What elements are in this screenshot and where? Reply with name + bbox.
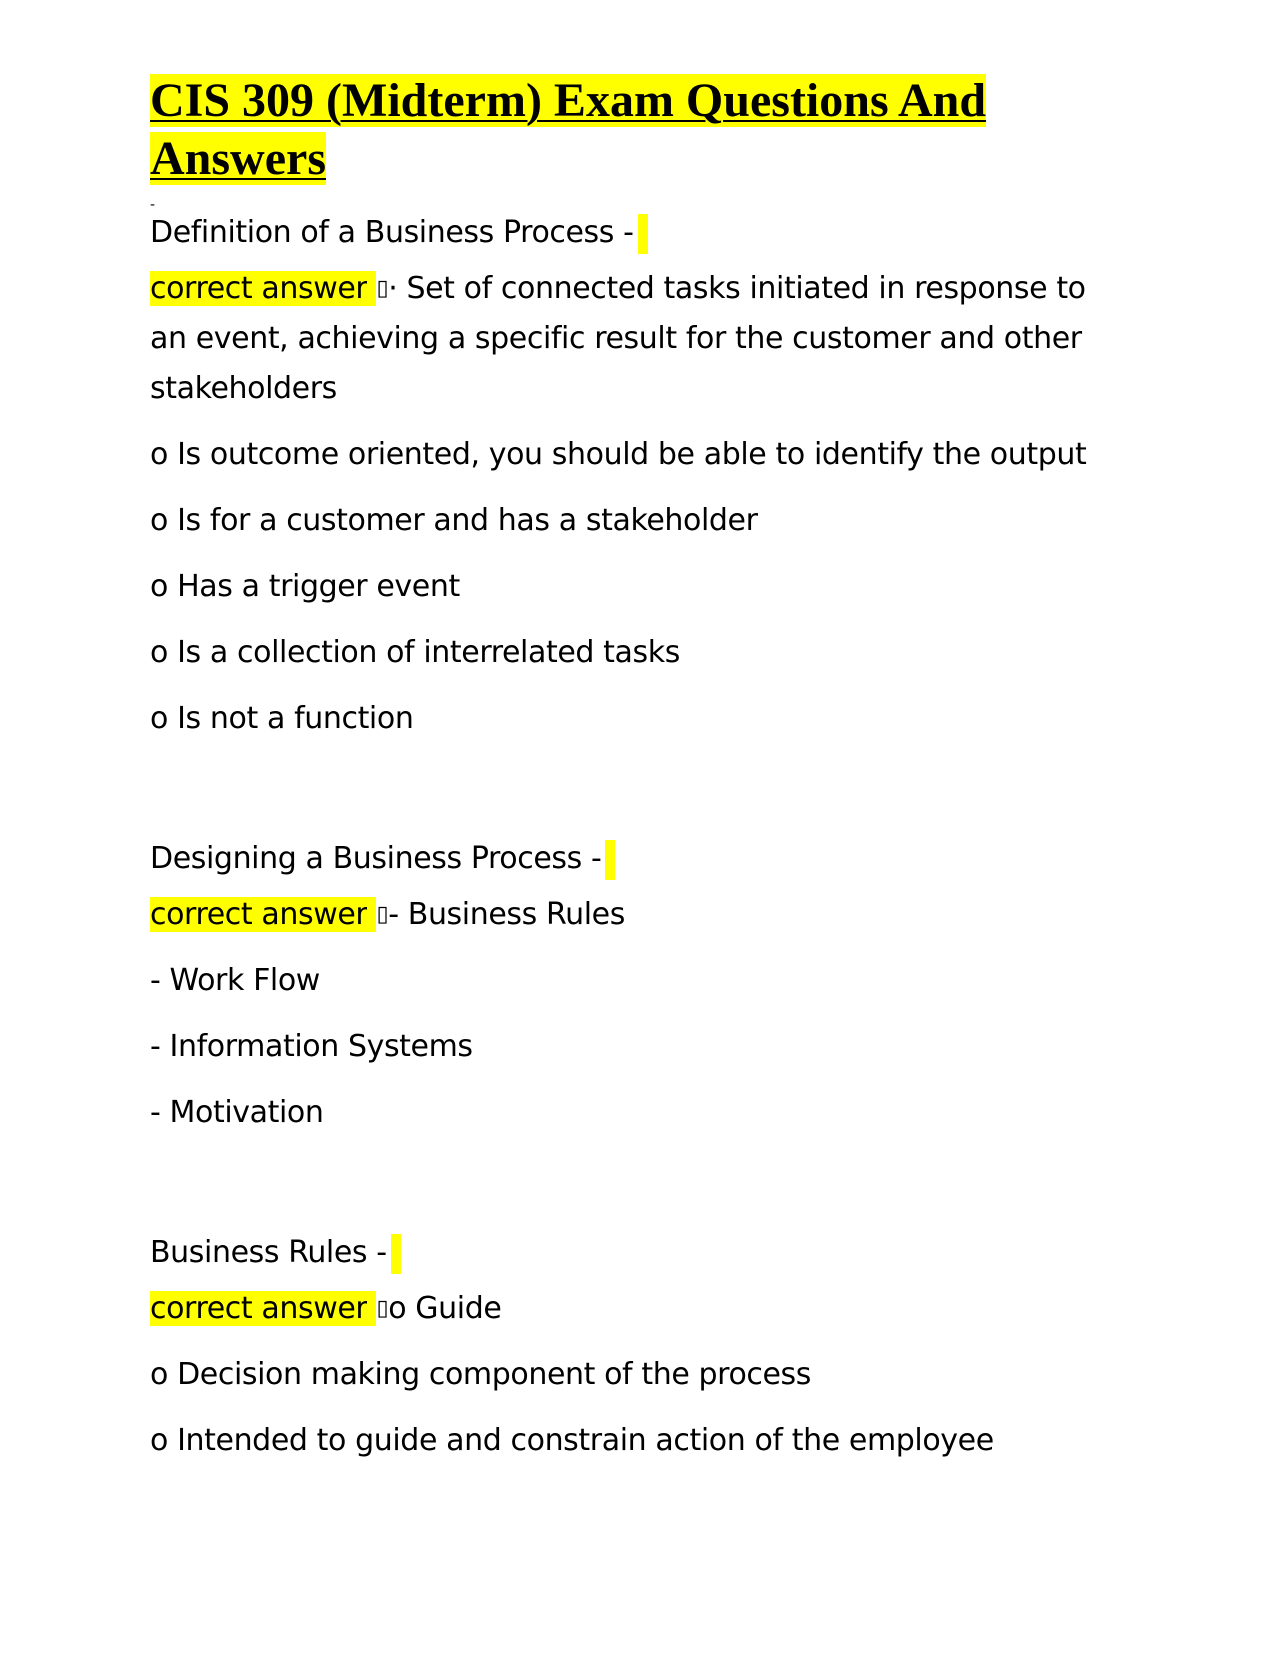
answer-1-point: o Is a collection of interrelated tasks bbox=[150, 635, 680, 670]
document-body bbox=[150, 212, 1130, 1466]
missing-glyph-icon: ▯ bbox=[376, 1296, 389, 1321]
answer-2-label: correct answer bbox=[150, 897, 368, 932]
qa-section-1 bbox=[150, 212, 1130, 744]
highlight-marker bbox=[605, 840, 615, 880]
answer-2-point: - Motivation bbox=[150, 1095, 324, 1130]
question-2 bbox=[150, 838, 1130, 880]
separator-dash: - bbox=[150, 197, 156, 213]
answer-3-text: o Guide bbox=[388, 1291, 502, 1326]
question-3-text: Business Rules - bbox=[150, 1235, 387, 1270]
question-1 bbox=[150, 212, 1130, 254]
answer-1-point: o Is outcome oriented, you should be able to identify the output bbox=[150, 437, 1087, 472]
title-highlight: CIS 309 (Midterm) Exam Questions And Answers bbox=[150, 74, 987, 185]
answer-2 bbox=[150, 890, 1130, 940]
question-3 bbox=[150, 1232, 1130, 1274]
qa-section-3 bbox=[150, 1232, 1130, 1466]
highlight-marker bbox=[391, 1234, 401, 1274]
missing-glyph-icon: ▯ bbox=[376, 276, 389, 301]
answer-2-point: - Information Systems bbox=[150, 1029, 473, 1064]
answer-3-label: correct answer bbox=[150, 1291, 368, 1326]
answer-1-point: o Is not a function bbox=[150, 701, 414, 736]
answer-2-text: - Business Rules bbox=[388, 897, 625, 932]
answer-3-point: o Decision making component of the process bbox=[150, 1357, 812, 1392]
document-title bbox=[150, 72, 1050, 188]
highlight-marker bbox=[638, 214, 648, 254]
answer-2-point: - Work Flow bbox=[150, 963, 320, 998]
answer-1-label: correct answer bbox=[150, 271, 368, 306]
answer-3 bbox=[150, 1284, 1130, 1334]
answer-1-point: o Has a trigger event bbox=[150, 569, 460, 604]
answer-1-text: · Set of connected tasks initiated in response to an event, achieving a specific result for the customer and other stakeholders bbox=[150, 271, 1086, 406]
question-2-text: Designing a Business Process - bbox=[150, 841, 602, 876]
qa-section-2 bbox=[150, 838, 1130, 1138]
missing-glyph-icon: ▯ bbox=[376, 902, 389, 927]
answer-1-point: o Is for a customer and has a stakeholder bbox=[150, 503, 758, 538]
question-1-text: Definition of a Business Process - bbox=[150, 215, 634, 250]
answer-3-point: o Intended to guide and constrain action of the employee bbox=[150, 1423, 994, 1458]
answer-1 bbox=[150, 264, 1130, 414]
